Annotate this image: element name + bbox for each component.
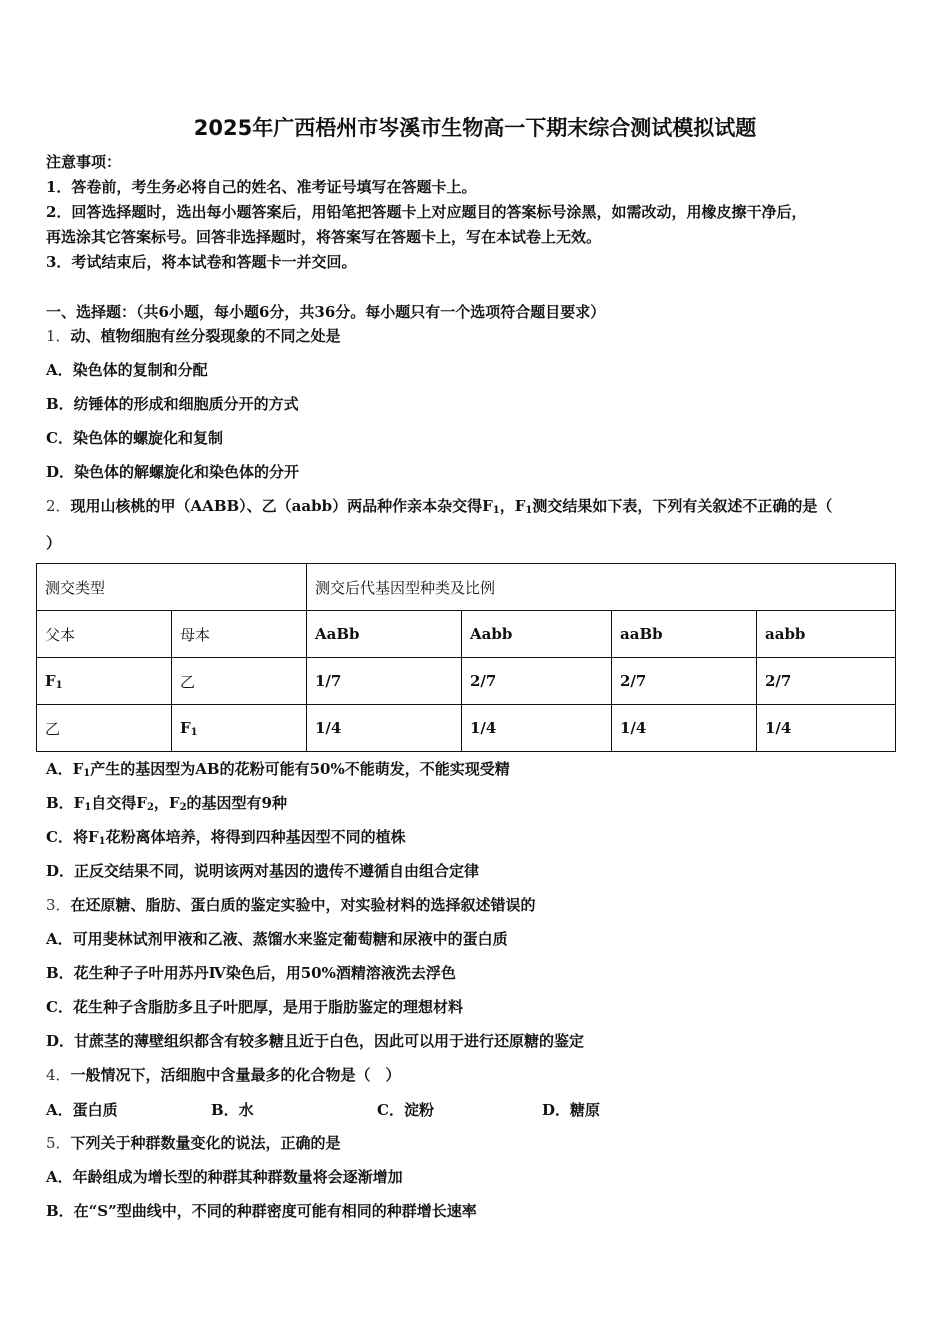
- question-number: 5．: [46, 1134, 71, 1152]
- table-header-results: 测交后代基因型种类及比例: [307, 564, 896, 611]
- question-stem: 下列关于种群数量变化的说法，正确的是: [70, 1134, 341, 1152]
- table-row: [37, 564, 896, 611]
- table-cell-mother: 母本: [172, 611, 307, 658]
- notice-item-3: 3．考试结束后，将本试卷和答题卡一并交回。: [46, 253, 357, 271]
- q1-option-a: A．染色体的复制和分配: [46, 361, 208, 379]
- q5-option-b: B．在“S”型曲线中，不同的种群密度可能有相同的种群增长速率: [46, 1202, 477, 1220]
- q4-option-c: C．淀粉: [377, 1101, 434, 1119]
- table-cell-value: 1/4: [612, 705, 757, 752]
- subscript: 1: [492, 505, 500, 516]
- q1-option-d: D．染色体的解螺旋化和染色体的分开: [46, 463, 300, 481]
- question-5: [46, 1133, 341, 1153]
- question-stem: 动、植物细胞有丝分裂现象的不同之处是: [70, 327, 341, 345]
- q4-option-d: D．糖原: [542, 1101, 601, 1119]
- table-cell-genotype: Aabb: [462, 611, 612, 658]
- question-number: 2．: [46, 497, 71, 515]
- q5-option-a: A．年龄组成为增长型的种群其种群数量将会逐渐增加: [46, 1168, 403, 1186]
- table-cell-father: 乙: [37, 705, 172, 752]
- question-number: 3．: [46, 896, 71, 914]
- q2-option-b: B．$F_1$自交得$F_2$，$F_2$的基因型有9种: [46, 794, 287, 813]
- q3-option-a: A．可用斐林试剂甲液和乙液、蒸馏水来鉴定葡萄糖和尿液中的蛋白质: [46, 930, 508, 948]
- question-2-end: ）: [46, 534, 62, 552]
- table-cell-value: 2/7: [757, 658, 896, 705]
- q4-option-b: B．水: [211, 1101, 254, 1119]
- question-3: [46, 895, 536, 915]
- notice-heading: 注意事项：: [46, 153, 122, 171]
- table-row: [37, 611, 896, 658]
- table-cell-value: 2/7: [462, 658, 612, 705]
- table-cell-value: 1/4: [757, 705, 896, 752]
- question-4: [46, 1065, 401, 1085]
- q3-option-b: B．花生种子子叶用苏丹Ⅳ染色后，用50%酒精溶液洗去浮色: [46, 964, 456, 982]
- table-cell-mother: 乙: [172, 658, 307, 705]
- table-cell-value: 1/7: [307, 658, 462, 705]
- table-cell-value: 2/7: [612, 658, 757, 705]
- table-row: [37, 658, 896, 705]
- table-cell-genotype: aaBb: [612, 611, 757, 658]
- question-1: [46, 326, 341, 346]
- question-number: 1．: [46, 327, 71, 345]
- table-cell-mother: $F_1$: [172, 705, 307, 752]
- q1-option-b: B．纺锤体的形成和细胞质分开的方式: [46, 395, 299, 413]
- section-heading: 一、选择题：（共6小题，每小题6分，共36分。每小题只有一个选项符合题目要求）: [46, 303, 606, 321]
- q2-option-c: C．将$F_1$花粉离体培养，将得到四种基因型不同的植株: [46, 828, 406, 847]
- question-stem-c: 测交结果如下表，下列有关叙述不正确的是（: [532, 497, 833, 515]
- notice-item-1: 1．答卷前，考生务必将自己的姓名、准考证号填写在答题卡上。: [46, 178, 477, 196]
- q3-option-c: C．花生种子含脂肪多且子叶肥厚，是用于脂肪鉴定的理想材料: [46, 998, 463, 1016]
- question-number: 4．: [46, 1066, 71, 1084]
- page-title: 2025年广西梧州市岑溪市生物高一下期末综合测试模拟试题: [193, 116, 757, 140]
- table-cell-father: $F_1$: [37, 658, 172, 705]
- question-stem-b: ，F: [499, 497, 526, 515]
- question-stem: 一般情况下，活细胞中含量最多的化合物是（ ）: [70, 1066, 401, 1084]
- notice-item-2: 2．回答选择题时，选出每小题答案后，用铅笔把答题卡上对应题目的答案标号涂黑，如需改动，用橡皮擦干净后，: [46, 203, 807, 221]
- table-cell-value: 1/4: [307, 705, 462, 752]
- table-row: [37, 705, 896, 752]
- question-stem: 在还原糖、脂肪、蛋白质的鉴定实验中，对实验材料的选择叙述错误的: [70, 896, 536, 914]
- table-cell-genotype: AaBb: [307, 611, 462, 658]
- q1-option-c: C．染色体的螺旋化和复制: [46, 429, 223, 447]
- table-header-type: 测交类型: [37, 564, 307, 611]
- q4-option-a: A．蛋白质: [46, 1101, 118, 1119]
- notice-item-2-cont: 再选涂其它答案标号。回答非选择题时，将答案写在答题卡上，写在本试卷上无效。: [46, 228, 602, 246]
- testcross-table: [36, 563, 896, 752]
- question-2: [46, 496, 832, 521]
- table-cell-father: 父本: [37, 611, 172, 658]
- subscript: 1: [525, 505, 533, 516]
- table-cell-genotype: aabb: [757, 611, 896, 658]
- table-cell-value: 1/4: [462, 705, 612, 752]
- q2-option-a: A．$F_1$产生的基因型为AB的花粉可能有50%不能萌发，不能实现受精: [46, 760, 510, 779]
- q3-option-d: D．甘蔗茎的薄壁组织都含有较多糖且近于白色，因此可以用于进行还原糖的鉴定: [46, 1032, 585, 1050]
- question-stem-a: 现用山核桃的甲（AABB）、乙（aabb）两品种作亲本杂交得F: [70, 497, 493, 515]
- q2-option-d: D．正反交结果不同，说明该两对基因的遗传不遵循自由组合定律: [46, 862, 480, 880]
